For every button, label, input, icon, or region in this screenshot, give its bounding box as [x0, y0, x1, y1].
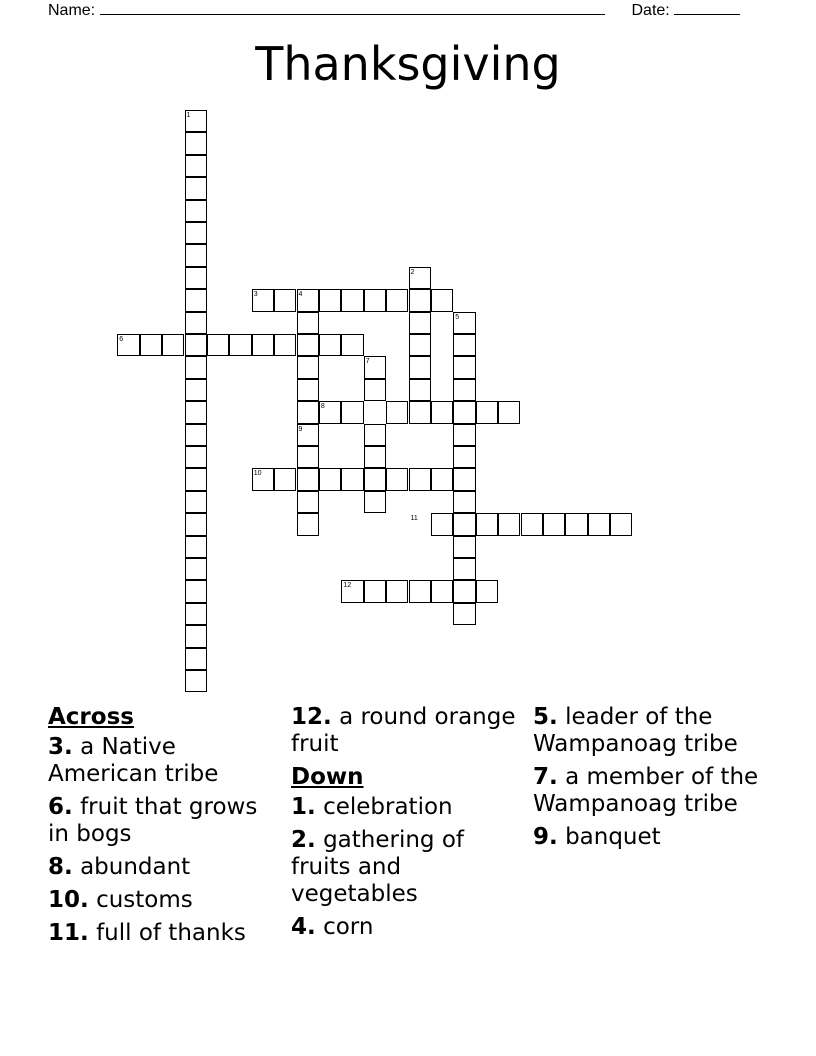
- grid-cell[interactable]: [409, 580, 431, 602]
- date-label: Date:: [631, 2, 670, 19]
- grid-cell[interactable]: [207, 334, 229, 356]
- clue-number: 10: [253, 470, 262, 478]
- clue-across-12: 12. a round orange fruit: [291, 704, 516, 757]
- grid-cell[interactable]: [274, 468, 296, 490]
- clue-number: 1: [186, 112, 191, 119]
- grid-cell[interactable]: [431, 289, 453, 311]
- grid-cell[interactable]: [431, 468, 453, 490]
- clue-column-1: [48, 704, 278, 953]
- grid-cell[interactable]: [409, 468, 431, 490]
- clue-number: 7: [365, 358, 370, 366]
- grid-cell[interactable]: [185, 625, 207, 647]
- grid-cell[interactable]: [386, 468, 408, 490]
- grid-cell[interactable]: [229, 334, 251, 356]
- grid-cell[interactable]: [431, 401, 453, 423]
- clue-column-2: [291, 704, 521, 947]
- grid-cell[interactable]: [185, 244, 207, 266]
- grid-cell[interactable]: [185, 513, 207, 535]
- clue-number: 6: [119, 336, 124, 343]
- clue-column-3: [533, 704, 773, 857]
- grid-cell[interactable]: [341, 334, 363, 356]
- grid-cell[interactable]: [409, 379, 431, 401]
- grid-cell[interactable]: [409, 334, 431, 356]
- grid-cell[interactable]: [386, 401, 408, 423]
- grid-cell[interactable]: [297, 513, 319, 535]
- grid-cell[interactable]: [185, 648, 207, 670]
- grid-cell[interactable]: [476, 401, 498, 423]
- clue-number: 12: [343, 582, 352, 590]
- grid-cell[interactable]: [386, 580, 408, 602]
- grid-cell[interactable]: [274, 334, 296, 356]
- across-heading: Across: [48, 704, 134, 730]
- grid-cell[interactable]: [297, 334, 319, 356]
- grid-cell[interactable]: [453, 356, 475, 378]
- grid-cell[interactable]: [543, 513, 565, 535]
- clue-number: 5: [455, 313, 460, 321]
- grid-cell[interactable]: [274, 289, 296, 311]
- grid-cell[interactable]: [185, 536, 207, 558]
- grid-cell[interactable]: [185, 670, 207, 692]
- grid-cell[interactable]: [431, 513, 453, 535]
- grid-cell[interactable]: [453, 603, 475, 625]
- grid-cell[interactable]: [319, 334, 341, 356]
- grid-cell[interactable]: [162, 334, 184, 356]
- clue-across-11: 11. full of thanks: [48, 920, 246, 946]
- grid-cell[interactable]: [453, 468, 475, 490]
- grid-cell[interactable]: [297, 312, 319, 334]
- clue-across-10: 10. customs: [48, 887, 193, 913]
- grid-cell[interactable]: [185, 177, 207, 199]
- grid-cell[interactable]: [453, 334, 475, 356]
- grid-cell[interactable]: [453, 379, 475, 401]
- grid-cell[interactable]: [297, 356, 319, 378]
- grid-cell[interactable]: [319, 468, 341, 490]
- grid-cell[interactable]: [453, 401, 475, 423]
- grid-cell[interactable]: [185, 468, 207, 490]
- page-title: Thanksgiving: [255, 37, 561, 91]
- grid-cell[interactable]: [453, 513, 475, 535]
- grid-cell[interactable]: [185, 334, 207, 356]
- clue-down-1: 1. celebration: [291, 794, 453, 820]
- grid-cell[interactable]: [297, 446, 319, 468]
- down-heading: Down: [291, 764, 364, 790]
- grid-cell[interactable]: [453, 446, 475, 468]
- clue-number: 2: [410, 268, 415, 276]
- grid-cell[interactable]: [476, 580, 498, 602]
- clue-down-2: 2. gathering of fruits and vegetables: [291, 827, 465, 907]
- grid-cell[interactable]: [364, 446, 386, 468]
- grid-cell[interactable]: [185, 580, 207, 602]
- grid-cell[interactable]: [453, 491, 475, 513]
- grid-cell[interactable]: [364, 379, 386, 401]
- grid-cell[interactable]: [185, 491, 207, 513]
- grid-cell[interactable]: [252, 334, 274, 356]
- grid-cell[interactable]: [476, 513, 498, 535]
- grid-cell[interactable]: [185, 379, 207, 401]
- grid-cell[interactable]: [453, 536, 475, 558]
- grid-cell[interactable]: [185, 267, 207, 289]
- grid-cell[interactable]: [364, 468, 386, 490]
- grid-cell[interactable]: [364, 289, 386, 311]
- grid-cell[interactable]: [341, 401, 363, 423]
- clue-across-3: 3. a Native American tribe: [48, 734, 219, 787]
- grid-cell[interactable]: [341, 289, 363, 311]
- grid-cell[interactable]: [185, 558, 207, 580]
- grid-cell[interactable]: [185, 200, 207, 222]
- grid-cell[interactable]: [297, 379, 319, 401]
- grid-cell[interactable]: [140, 334, 162, 356]
- grid-cell[interactable]: [498, 513, 520, 535]
- name-label: Name:: [48, 2, 96, 19]
- grid-cell[interactable]: [185, 222, 207, 244]
- clue-across-6: 6. fruit that grows in bogs: [48, 794, 258, 847]
- grid-cell[interactable]: [364, 424, 386, 446]
- grid-cell[interactable]: [409, 356, 431, 378]
- grid-cell[interactable]: [521, 513, 543, 535]
- grid-cell[interactable]: [453, 558, 475, 580]
- grid-cell[interactable]: [565, 513, 587, 535]
- clue-down-5: 5. leader of the Wampanoag tribe: [533, 704, 738, 757]
- clue-number: 9: [298, 425, 303, 433]
- grid-cell[interactable]: [588, 513, 610, 535]
- clue-down-4: 4. corn: [291, 914, 374, 940]
- grid-cell[interactable]: [185, 603, 207, 625]
- grid-cell[interactable]: [610, 513, 632, 535]
- grid-cell[interactable]: [409, 401, 431, 423]
- grid-cell[interactable]: [453, 424, 475, 446]
- clue-number: 11: [410, 515, 418, 523]
- grid-cell[interactable]: [409, 312, 431, 334]
- grid-cell[interactable]: [185, 356, 207, 378]
- grid-cell[interactable]: [431, 580, 453, 602]
- clue-number: 4: [298, 291, 303, 299]
- clue-down-7: 7. a member of the Wampanoag tribe: [533, 764, 759, 817]
- clue-across-8: 8. abundant: [48, 854, 191, 880]
- grid-cell[interactable]: [498, 401, 520, 423]
- grid-cell[interactable]: [386, 289, 408, 311]
- grid-cell[interactable]: [364, 580, 386, 602]
- grid-cell[interactable]: [319, 289, 341, 311]
- clue-number: 3: [253, 291, 258, 299]
- grid-cell[interactable]: [341, 468, 363, 490]
- grid-cell[interactable]: [364, 491, 386, 513]
- grid-cell[interactable]: [297, 401, 319, 423]
- grid-cell[interactable]: [185, 289, 207, 311]
- clue-down-9: 9. banquet: [533, 824, 661, 850]
- grid-cell[interactable]: [297, 468, 319, 490]
- grid-cell[interactable]: [185, 132, 207, 154]
- grid-cell[interactable]: [409, 289, 431, 311]
- grid-cell[interactable]: [185, 155, 207, 177]
- grid-cell[interactable]: [185, 401, 207, 423]
- grid-cell[interactable]: [185, 312, 207, 334]
- grid-cell[interactable]: [453, 580, 475, 602]
- clue-number: 8: [320, 403, 325, 411]
- grid-cell[interactable]: [185, 424, 207, 446]
- grid-cell[interactable]: [297, 491, 319, 513]
- grid-cell[interactable]: [185, 446, 207, 468]
